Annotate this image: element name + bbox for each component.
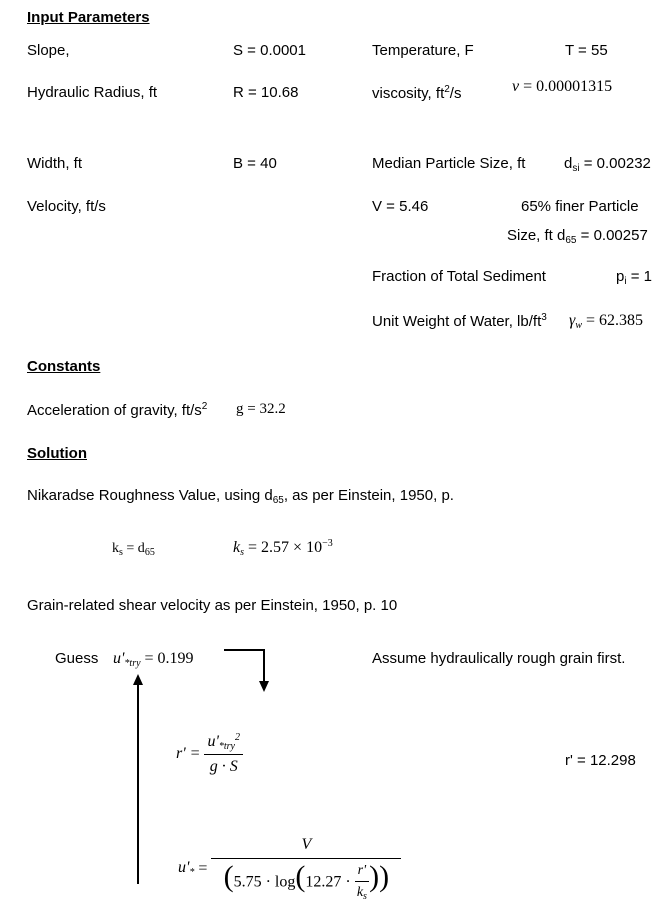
velocity-label: Velocity, ft/s	[27, 198, 106, 215]
r-prime-equation: r' = $\frac{u'_{*try}^2}{g \cdot S}$	[176, 732, 243, 776]
down-arrowhead	[259, 681, 269, 692]
slope-label: Slope,	[27, 42, 70, 59]
d65-value: Size, ft $d_{65} = 0.00257$	[507, 227, 648, 246]
shear-velocity-equation: $u'_*$ = V (5.75 · log(12.27 · $\frac{r'}{k_s}$ ))	[178, 836, 401, 902]
unit-weight-value: $\gamma_w = 62.385$	[569, 312, 644, 331]
gravity-label: Acceleration of gravity, $ft/s^2$	[27, 401, 208, 419]
width-value: B = 40	[233, 155, 277, 172]
input-parameters-heading: Input Parameters	[27, 9, 150, 26]
temperature-value: T = 55	[565, 42, 608, 59]
viscosity-label: viscosity, $ft^2/s$	[372, 84, 462, 102]
temperature-label: Temperature, F	[372, 42, 474, 59]
assumption-note: Assume hydraulically rough grain first.	[372, 650, 626, 667]
fraction-label: Fraction of Total Sediment	[372, 268, 546, 285]
gravity-value: g = 32.2	[236, 401, 286, 417]
hydraulic-radius-value: R = 10.68	[233, 84, 299, 101]
constants-heading: Constants	[27, 358, 101, 375]
fraction-value: $p_i = 1$	[616, 268, 653, 287]
ks-definition: $k_s = d_{65}$	[112, 541, 155, 558]
unit-weight-label: Unit Weight of Water, $lb/ft^3$	[372, 312, 547, 330]
solution-heading: Solution	[27, 445, 87, 462]
guess-label: Guess	[55, 650, 99, 667]
ks-value: $k_s = 2.57 \times 10^{-3}$	[233, 538, 333, 558]
median-size-value: $d_{si} = 0.00232$	[564, 155, 651, 174]
slope-value: S = 0.0001	[233, 42, 306, 59]
r-prime-result: r' = 12.298	[565, 752, 636, 769]
viscosity-value: ν = 0.00001315	[512, 78, 613, 95]
down-arrow-line	[224, 650, 264, 683]
up-arrowhead	[133, 674, 143, 685]
d65-label-line1: 65% finer Particle	[521, 198, 639, 215]
shear-velocity-text: Grain-related shear velocity as per Einstein, 1950, p. 10	[27, 597, 398, 614]
guess-value: $u'_{*try} = 0.199$	[113, 650, 194, 669]
median-size-label: Median Particle Size, ft	[372, 155, 526, 172]
nikuradse-text: Nikaradse Roughness Value, using $d_{65}$, as per Einstein, 1950, p.	[27, 487, 454, 506]
width-label: Width, ft	[27, 155, 83, 172]
velocity-value: V = 5.46	[372, 198, 429, 215]
hydraulic-radius-label: Hydraulic Radius, ft	[27, 84, 158, 101]
